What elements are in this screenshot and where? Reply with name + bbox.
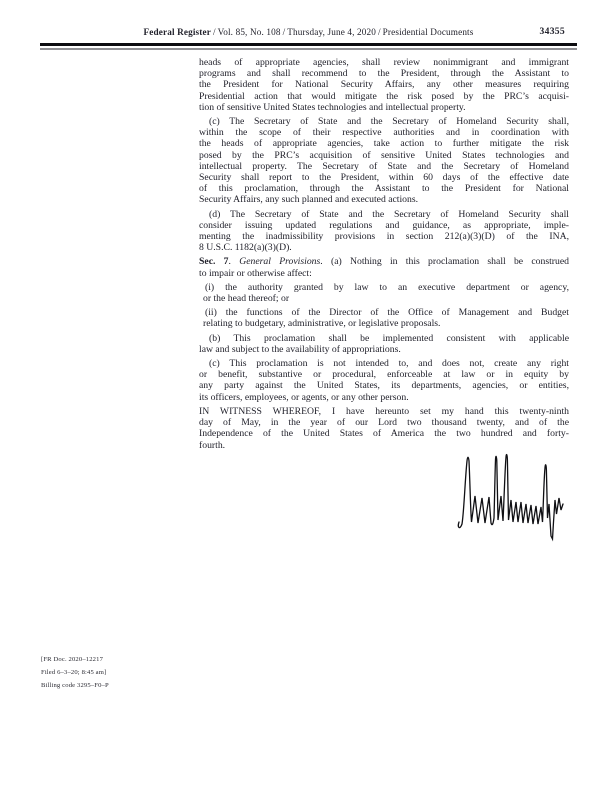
text-run: . [228,256,240,268]
text-line: or the head thereof; or [203,293,290,305]
fr-doc-number: [FR Doc. 2020–12217 [41,656,104,663]
header-rule-top [40,43,577,46]
paragraph [199,333,569,355]
text-line: heads of appropriate agencies, shall review nonimmigrant and immigrant [199,57,569,68]
presidential-signature [456,452,571,542]
text-line: consider issuing updated regulations and guidance, as appropriate, imple- [199,219,569,231]
paragraph [203,282,569,304]
paragraph [203,307,569,329]
text-line: the President for National Security Affairs, any other measures requiring [199,79,569,91]
paragraph [199,256,569,278]
fr-doc-block [41,653,109,692]
text-run: . (a) Nothing in this proclamation shall be construed [320,256,570,268]
text-line: fourth. [199,439,226,451]
text-line: menting the inadmissibility provisions in section 212(a)(3)(D) of the INA, [199,231,569,243]
page-number: 34355 [539,26,565,37]
text-line: (i) the authority granted by law to an executive department or agency, [205,281,569,293]
text-line: relating to budgetary, administrative, or legislative proposals. [203,318,441,330]
text-line: day of May, in the year of our Lord two thousand twenty, and of the [199,417,569,429]
text-line: law and subject to the availability of appropriations. [199,343,401,355]
paragraph [199,209,569,254]
text-line: of this proclamation, through the Assistant to the President for National [199,183,569,195]
text-line: within the scope of their respective authorities and in coordination with [199,127,569,139]
text-line: intellectual property. The Secretary of State and the Secretary of Homeland [199,160,569,172]
text-line: posed by the PRC’s acquisition of sensitive United States technologies and [199,149,569,161]
text-line: Security Affairs, any such planned and executed actions. [199,194,419,206]
signature-ink [456,452,571,542]
text-line: (b) This proclamation shall be implemented consistent with applicable [209,332,569,344]
text-line: Security shall report to the President, within 60 days of the effective date [199,172,569,184]
text-run: General Provisions [239,256,321,268]
text-line: its officers, employees, or agents, or any other person. [199,391,409,403]
body-paragraphs [199,57,569,451]
paragraph [199,406,569,451]
text-line: any party against the United States, its departments, agencies, or entities, [199,380,569,392]
text-line: tion of sensitive United States technologies and intellectual property. [199,101,466,113]
text-line: Independence of the United States of America the two hundred and forty- [199,428,569,440]
text-line: (d) The Secretary of State and the Secretary of Homeland Security shall [209,208,569,220]
text-line: (c) The Secretary of State and the Secretary of Homeland Security shall, [209,116,569,128]
billing-code: Billing code 3295–F0–P [41,682,109,689]
header-title [40,25,577,39]
text-line: 8 U.S.C. 1182(a)(3)(D). [199,242,292,254]
text-line: or benefit, substantive or procedural, enforceable at law or in equity by [199,369,569,381]
header-rule-bottom [40,48,577,50]
paragraph [199,358,569,403]
issue-info: / Vol. 85, No. 108 / Thursday, June 4, 2020 / Presidential Documents [210,27,474,37]
text-line: Presidential action that would mitigate the risk posed by the PRC’s acquisi- [199,90,569,102]
filed-line: Filed 6–3–20; 8:45 am] [41,669,107,676]
text-line: to impair or otherwise affect: [199,267,312,279]
text-line: IN WITNESS WHEREOF, I have hereunto set my hand this twenty-ninth [199,405,569,417]
page-header [40,25,577,40]
paragraph [199,57,569,113]
text-line [199,256,569,267]
journal-name: Federal Register [143,27,211,37]
paragraph [199,116,569,206]
text-line: programs and shall recommend to the President, through the Assistant to [199,68,569,80]
text-line: the heads of appropriate agencies, take action to further mitigate the risk [199,138,569,150]
text-line: (c) This proclamation is not intended to, and does not, create any right [209,358,569,370]
text-line: (ii) the functions of the Director of the Office of Management and Budget [205,307,569,319]
text-run: Sec. 7 [199,256,229,268]
